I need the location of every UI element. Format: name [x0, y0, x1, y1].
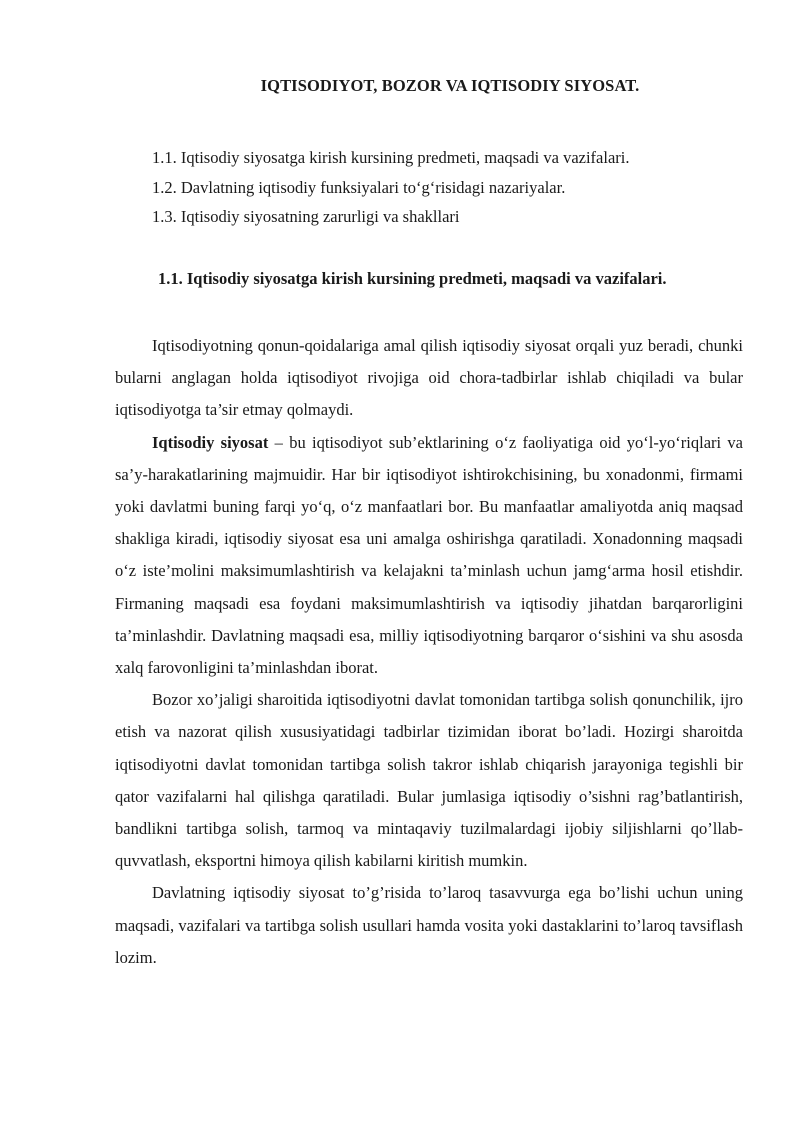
- toc-item: 1.2. Davlatning iqtisodiy funksiyalari to‘g‘risidagi nazariyalar.: [152, 177, 566, 197]
- toc-item: 1.3. Iqtisodiy siyosatning zarurligi va shakllari: [152, 207, 460, 226]
- paragraph-2-text: – bu iqtisodiyot sub’ektlarining o‘z faoliyatiga oid yo‘l-yo‘riqlari va sa’y-harakatlarining majmuidir. Har bir iqtisodiyot ishtirokchisining, bu xonadonmi, firmami yoki davlatmi buning farqi yo‘q, o‘z manfaatlari bor. Bu manfaatlar amaliyotda aniq maqsad shakliga kiradi, iqtisodiy siyosat esa uni amalga oshirishga qaratiladi. Xonadonning maqsadi o‘z iste’molini maksimumlashtirish va kelajakni ta’minlash uchun jamg‘arma hosil etishdir. Firmaning maqsadi esa foydani maksimumlashtirish va iqtisodiy jihatdan barqarorligini ta’minlashdir. Davlatning maqsadi esa, milliy iqtisodiyotning barqaror o‘sishini va shu asosda xalq farovonligini ta’minlashdan iborat.: [115, 432, 743, 678]
- term-definition: Iqtisodiy siyosat: [152, 432, 269, 452]
- paragraph-3: Bozor xo’jaligi sharoitida iqtisodiyotni davlat tomonidan tartibga solish qonunchilik, ijro etish va nazorat qilish xususiyatidagi tadbirlar tizimidan iborat bo’ladi. Hozirgi sharoitda iqtisodiyotni davlat tomonidan tartibga solish takror ishlab chiqarish jarayoniga tegishli bir qator vazifalarni hal qilishga qaratiladi. Bular jumlasiga iqtisodiy o’sishni rag’batlantirish, bandlikni tartibga solish, tarmoq va mintaqaviy tuzilmalardagi ijobiy siljishlarni qo’llab-quvvatlash, eksportni himoya qilish kabilarni kiritish mumkin.: [115, 690, 743, 871]
- paragraph-4: Davlatning iqtisodiy siyosat to’g’risida to’laroq tasavvurga ega bo’lishi uchun uning maqsadi, vazifalari va tartibga solish usullari hamda vosita yoki dastaklarini to’laroq tavsiflash lozim.: [115, 883, 743, 967]
- paragraph-1: Iqtisodiyotning qonun-qoidalariga amal qilish iqtisodiy siyosat orqali yuz beradi, chunki bularni anglagan holda iqtisodiyot rivojiga oid chora-tadbirlar ishlab chiqiladi va bular iqtisodiyotga ta’sir etmay qolmaydi.: [115, 336, 743, 420]
- section-heading: 1.1. Iqtisodiy siyosatga kirish kursining predmeti, maqsadi va vazifalari.: [158, 269, 667, 288]
- table-of-contents: [152, 143, 630, 232]
- paragraph-2: [115, 427, 743, 685]
- page-title: IQTISODIYOT, BOZOR VA IQTISODIY SIYOSAT.: [260, 76, 640, 95]
- body-text: [115, 330, 743, 974]
- toc-item: 1.1. Iqtisodiy siyosatga kirish kursining predmeti, maqsadi va vazifalari.: [152, 148, 630, 167]
